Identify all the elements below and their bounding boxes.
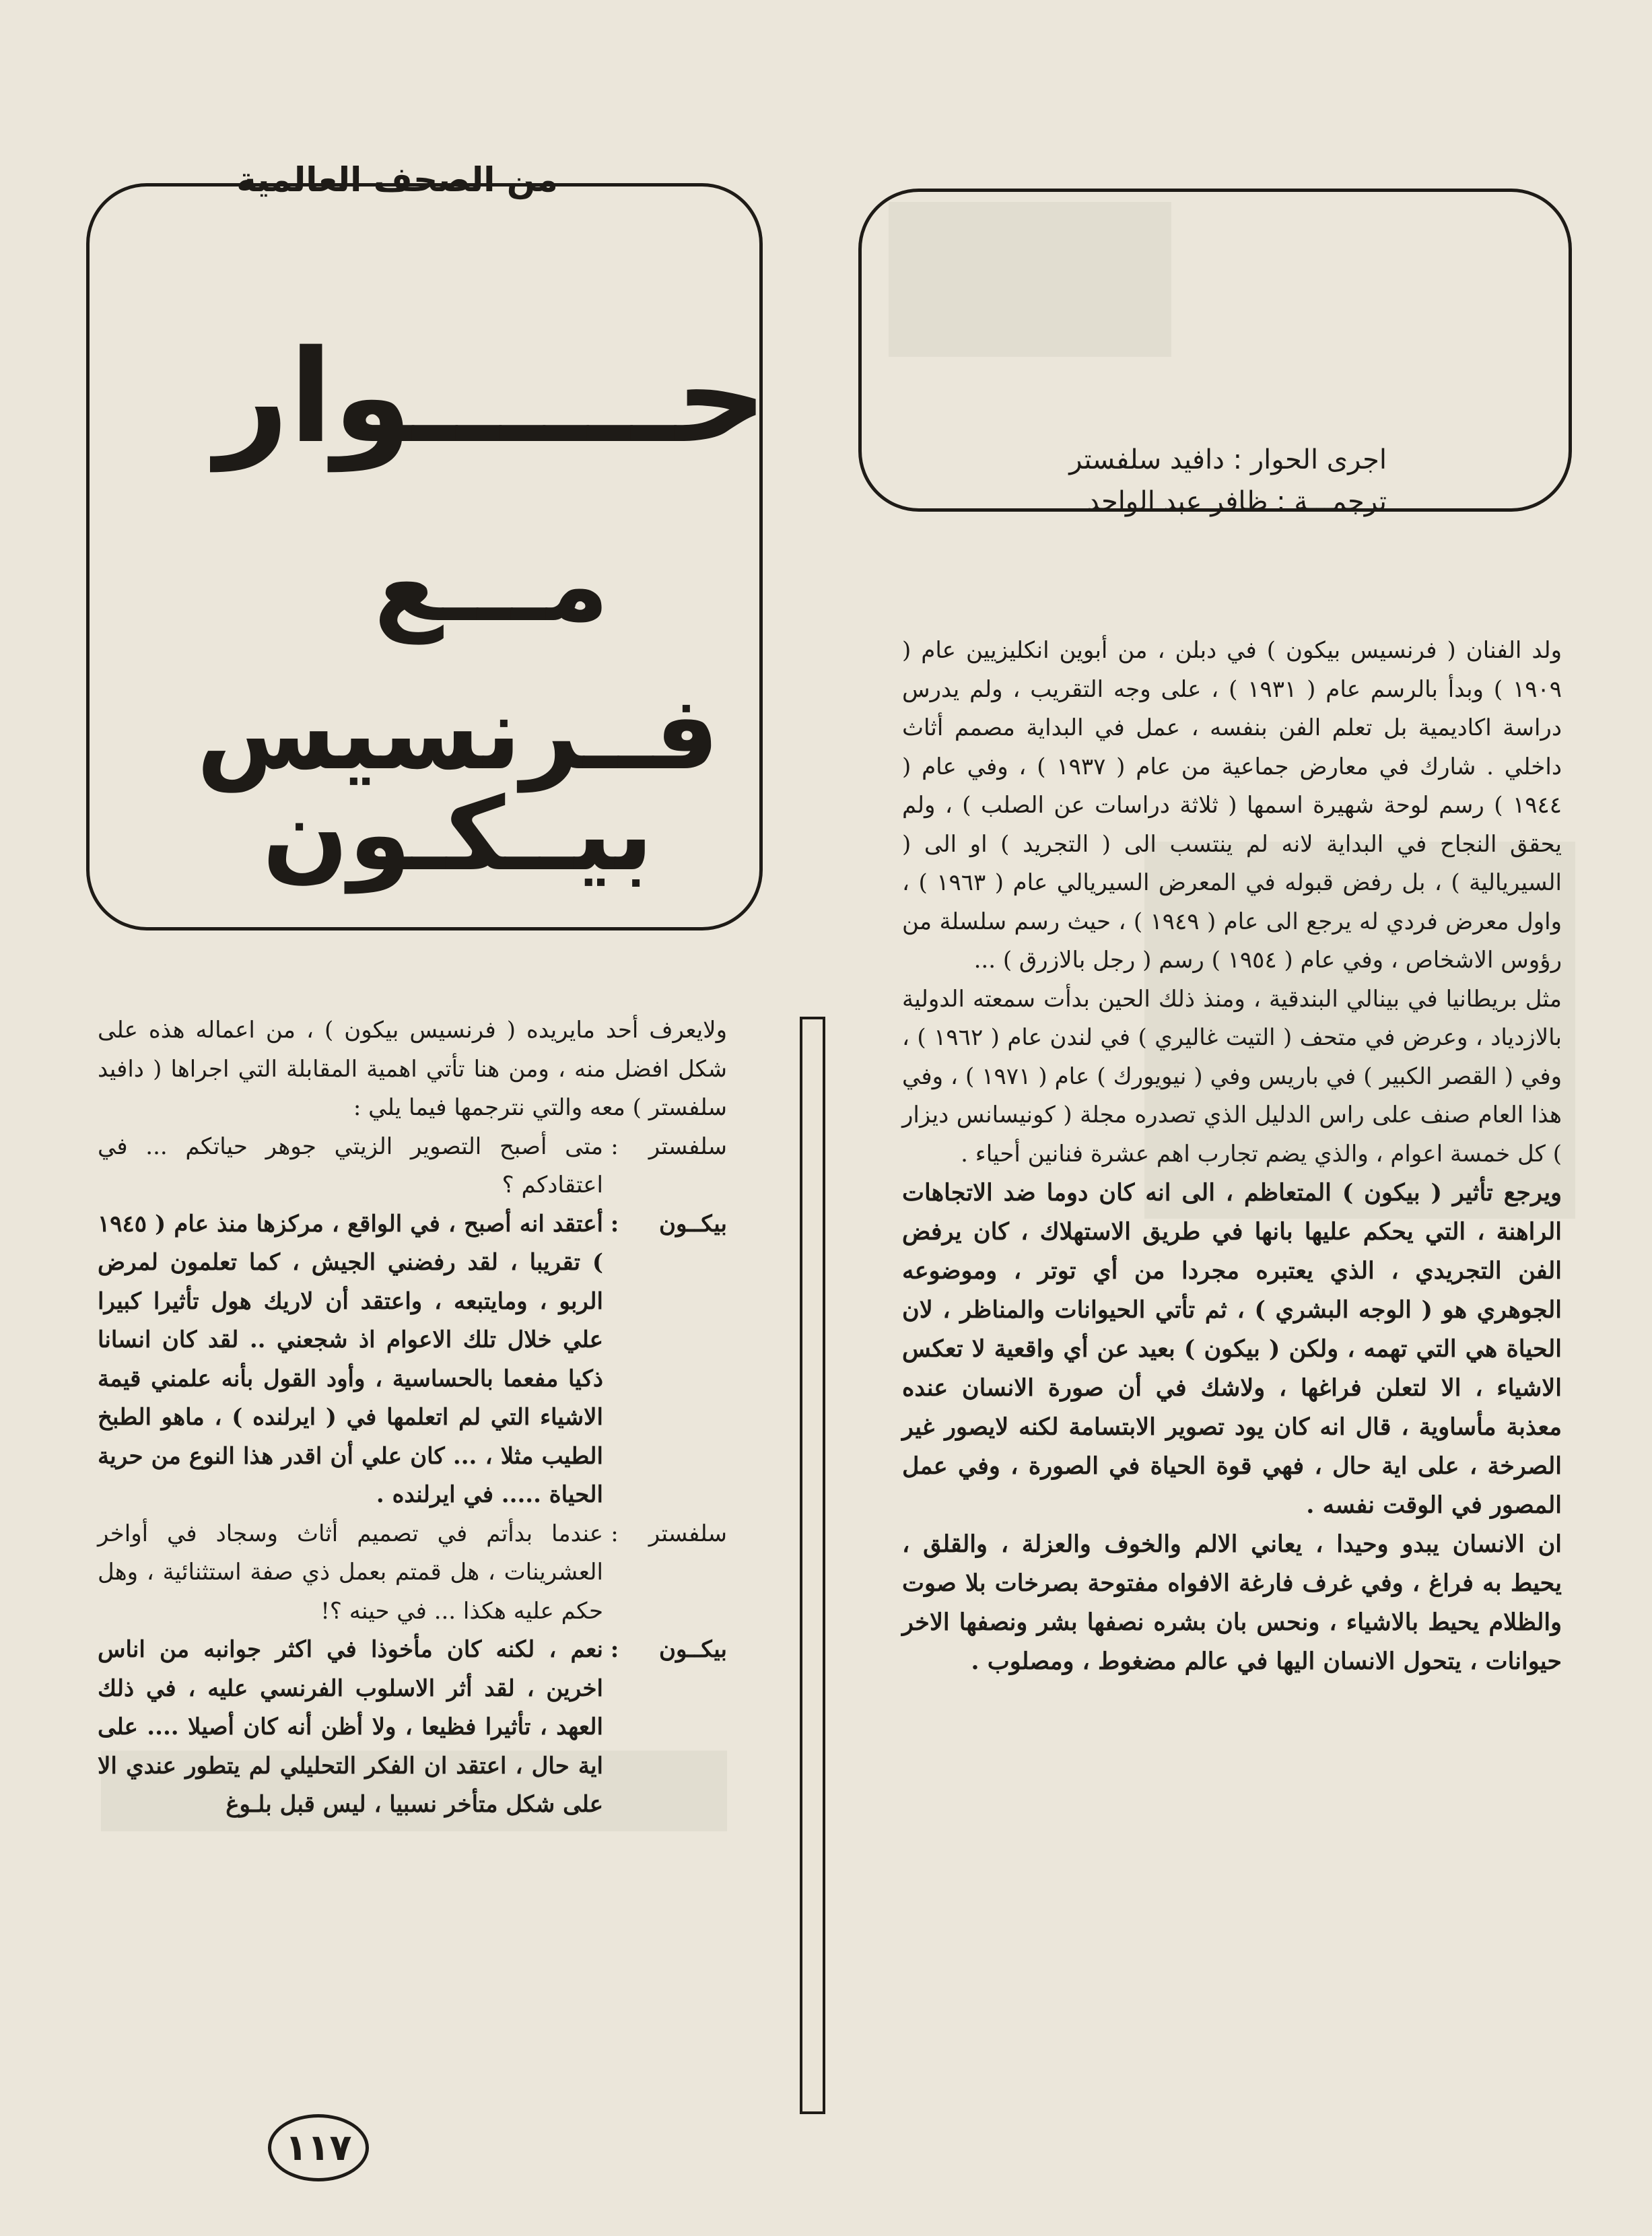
right-column <box>902 632 1562 1681</box>
speaker-colon: : <box>610 1636 619 1663</box>
body-paragraph: مثل بريطانيا في بينالي البندقية ، ومنذ ذلك الحين بدأت سمعته الدولية بالازدياد ، وعرض في متحف ( التيت غاليري ) في لندن عام ( ١٩٦٢ ) ، وفي ( القصر الكبير ) في باريس وفي ( نيويورك ) عام ( ١٩٧١ ) ، وفي هذا العام صنف على راس الدليل الذي تصدره مجلة ( كونيسانس ديزار ) كل خمسة اعوام ، والذي يضم تجارب اهم عشرة فنانين أحياء . <box>902 985 1562 1167</box>
qa-entry-question <box>98 1128 727 1205</box>
speaker-colon: : <box>611 1520 619 1547</box>
title-line-interview: حــــــوار <box>215 323 768 471</box>
qa-text: أعتقد انه أصبح ، في الواقع ، مركزها منذ عام ( ١٩٤٥ ) تقريبا ، لقد رفضني الجيش ، كما تعلمون لمرض الربو ، ومايتبعه ، واعتقد أن لاريك هول تأثيرا كبيرا علي خلال تلك الاعوام اذ شجعني .. لقد كان انسانا ذكيا مفعما بالحساسية ، وأود القول بأنه علمني قيمة الاشياء التي لم اتعلمها في ( ايرلنده ) ، ماهو الطبخ الطيب مثلا ، ... كان علي أن اقدر هذا النوع من حرية الحياة ..... في ايرلنده . <box>98 1210 603 1508</box>
speaker-label: سلفستر <box>648 1520 727 1547</box>
speaker-colon: : <box>610 1210 619 1238</box>
page-number: ١١٧ <box>268 2114 369 2181</box>
body-paragraph: ولد الفنان ( فرنسيس بيكون ) في دبلن ، من أبوين انكليزيين عام ( ١٩٠٩ ) وبدأ بالرسم عام ( ١٩٣١ ) ، على وجه التقريب ، ولم يدرس دراسة اكاديمية بل تعلم الفن بنفسه ، عمل في البداية مصمم أثاث داخلي . شارك في معارض جماعية من عام ( ١٩٣٧ ) ، وفي عام ( ١٩٤٤ ) رسم لوحة شهيرة اسمها ( ثلاثة دراسات عن الصلب ) ، ولم يحقق النجاح في البداية لانه لم ينتسب الى ( التجريد ) او الى ( السيريالية ) ، بل رفض قبوله في المعرض السيريالي عام ( ١٩٦٣ ) ، واول معرض فردي له يرجع الى عام ( ١٩٤٩ ) ، حيث رسم سلسلة من رؤوس الاشخاص ، وفي عام ( ١٩٥٤ ) رسم ( رجل بالازرق ) ... <box>902 637 1562 974</box>
title-line-francis-bacon: فــرنسيس بيــكـون <box>196 675 720 893</box>
speaker-label: سلفستر <box>648 1132 727 1160</box>
qa-entry-question <box>98 1515 727 1631</box>
speaker-colon: : <box>611 1132 619 1160</box>
qa-text: نعم ، لكنه كان مأخوذا في اكثر جوانبه من اناس اخرين ، لقد أثر الاسلوب الفرنسي عليه ، في ذلك العهد ، تأثيرا فظيعا ، ولا أظن أنه كان أصيلا .... على اية حال ، اعتقد ان الفكر التحليلي لم يتطور عندي الا على شكل متأخر نسبيا ، ليس قبل بلـوغ <box>98 1636 603 1818</box>
interview-intro: ولايعرف أحد مايريده ( فرنسيس بيكون ) ، من اعماله هذه على شكل افضل منه ، ومن هنا تأتي اهمية المقابلة التي اجراها ( دافيد سلفستر ) معه والتي نترجمها فيما يلي : <box>98 1017 727 1121</box>
column-divider <box>800 1017 825 2114</box>
section-header: من الصحف العالمية <box>236 160 558 199</box>
qa-text: عندما بدأتم في تصميم أثاث وسجاد في أواخر العشرينات ، هل قمتم بعمل ذي صفة استثنائية ، وهل حكم عليه هكذا ... في حينه ؟! <box>98 1520 604 1625</box>
body-paragraph-bold: ويرجع تأثير ( بيكون ) المتعاظم ، الى انه كان دوما ضد الاتجاهات الراهنة ، التي يحكم عليها بانها في طريق الاستهلاك ، كان يرفض الفن التجريدي ، الذي يعتبره مجردا من أي توتر ، وموضوعه الجوهري هو ( الوجه البشري ) ، ثم تأتي الحيوانات والمناظر ، لان الحياة هي التي تهمه ، ولكن ( بيكون ) بعيد عن أي واقعية لا تعكس الاشياء ، الا لتعلن فراغها ، ولاشك في أن صورة الانسان عنده معذبة مأساوية ، قال انه كان يود تصوير الابتسامة لكنه لايصور غير الصرخة ، على اية حال ، فهي قوة الحياة في الصورة ، وفي عمل المصور في الوقت نفسه . <box>902 1179 1562 1519</box>
credit-interviewer: اجرى الحوار : دافيد سلفستر <box>1069 444 1387 475</box>
qa-entry-answer <box>98 1205 727 1515</box>
title-line-with: مـــع <box>374 527 609 644</box>
qa-text: متى أصبح التصوير الزيتي جوهر حياتكم ... في اعتقادكم ؟ <box>98 1132 603 1198</box>
left-column <box>98 1011 727 1825</box>
speaker-label: بيكــون <box>659 1636 727 1663</box>
credit-translator: ترجمـــة : ظافر عبد الواحد <box>1087 486 1387 517</box>
body-paragraph-bold: ان الانسان يبدو وحيدا ، يعاني الالم والخوف والعزلة ، والقلق ، يحيط به فراغ ، وفي غرف فارغة الافواه مفتوحة بصرخات بلا صوت والظلام يحيط بالاشياء ، ونحس بان بشره نصفها بشر ونصفها الاخر حيوانات ، يتحول الانسان اليها في عالم مضغوط ، ومصلوب . <box>902 1530 1562 1675</box>
speaker-label: بيكــون <box>659 1210 727 1238</box>
qa-entry-answer <box>98 1631 727 1825</box>
